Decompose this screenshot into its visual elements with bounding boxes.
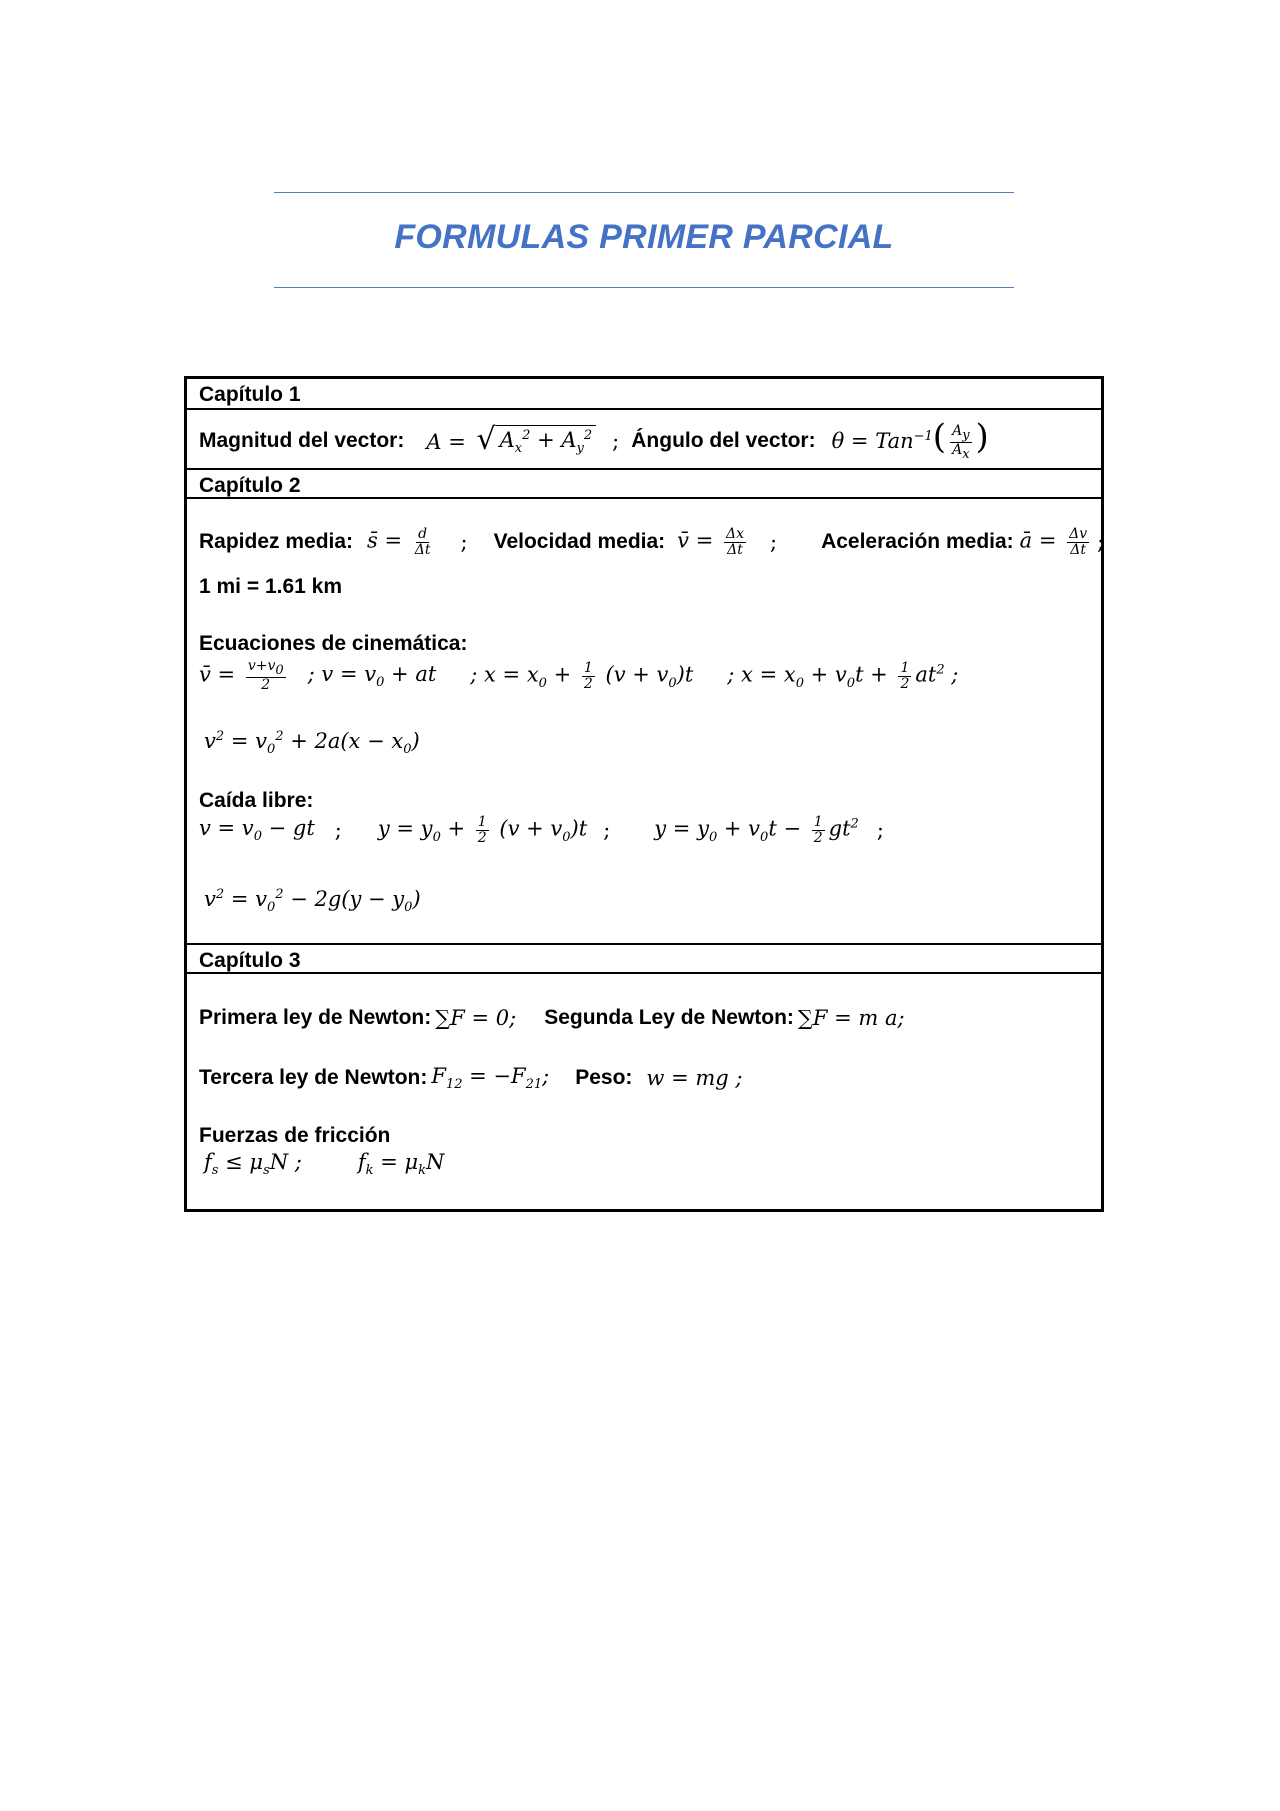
separator: ;: [1097, 530, 1105, 555]
freefall-position-formula: $y = y_0 + v_0t$ − $\frac{1}{2}$ $gt^2$: [654, 814, 859, 846]
static-friction-formula: $f_s \le \mu_sN$ ;: [204, 1150, 302, 1179]
newton1-formula: ∑F = 0;: [435, 1006, 517, 1030]
chapter-1-body: [187, 408, 1101, 468]
chapter-3-header: Capítulo 3: [187, 943, 1101, 972]
magnitude-formula: A = √ $A_x^2 + A_y^2$: [426, 425, 600, 456]
newton2-formula: ∑F = m a;: [797, 1006, 905, 1030]
chapter-2-body: [187, 497, 1105, 943]
freefall-position-avg-formula: $y = y_0$ + $\frac{1}{2}$ $(v + v_0)t$: [377, 814, 588, 846]
formula-table: [184, 376, 1104, 1212]
velocity-formula: ; $v = v_0$ + at: [307, 661, 437, 691]
separator: ;: [334, 818, 342, 843]
rapidez-label: Rapidez media:: [199, 530, 354, 554]
newton-3-line: [199, 1064, 742, 1092]
vavg-formula: v̄ = $\frac{v+v_0}{2}$: [199, 658, 284, 694]
freefall-velocity-formula: $v = v_0$ − gt: [199, 816, 315, 845]
velocidad-formula: v̄ = $\frac{\Delta x}{\Delta t}$: [677, 526, 744, 558]
aceleracion-label: Aceleración media:: [821, 530, 1014, 554]
newton3-label: Tercera ley de Newton:: [199, 1066, 428, 1090]
title-rule-top: [274, 192, 1014, 193]
velocidad-label: Velocidad media:: [493, 530, 666, 554]
rapidez-formula: s̄ = $\frac{d}{\Delta t}$: [367, 526, 431, 558]
conversion-text: 1 mi = 1.61 km: [199, 575, 343, 598]
freefall-velocity-squared-formula: $v^2 = v_0^2 - 2g(y - y_0)$: [204, 887, 421, 916]
separator: ;: [770, 530, 778, 555]
cinematica-formulas-line: [199, 659, 958, 693]
cinematica-label: Ecuaciones de cinemática:: [199, 632, 468, 655]
position-avg-formula: ; $x = x_0$ + $\frac{1}{2}$ $(v + v_0)t$: [470, 659, 694, 692]
caida-formulas-line: [199, 815, 884, 845]
vector-formulas-line: [199, 417, 989, 462]
peso-formula: w = mg ;: [646, 1066, 743, 1091]
newton3-formula: $F_{12} = -F_{21}$;: [431, 1064, 550, 1093]
angulo-label: Ángulo del vector:: [631, 428, 816, 452]
aceleracion-formula: ā = $\frac{\Delta v}{\Delta t}$: [1019, 526, 1088, 558]
separator: ;: [612, 428, 620, 453]
friccion-formulas-line: [204, 1150, 444, 1178]
chapter-2-header: Capítulo 2: [187, 468, 1101, 497]
newton2-label: Segunda Ley de Newton:: [544, 1006, 794, 1029]
kinetic-friction-formula: $f_k = \mu_kN$: [357, 1150, 445, 1179]
chapter-3-body: [187, 972, 1101, 1209]
newton-1-2-line: [199, 1006, 905, 1030]
separator: ;: [460, 530, 468, 555]
velocity-squared-formula: $v^2 = v_0^2 + 2a(x - x_0)$: [204, 729, 420, 758]
page-title: FORMULAS PRIMER PARCIAL: [394, 218, 894, 256]
friccion-label: Fuerzas de fricción: [199, 1124, 391, 1147]
newton1-label: Primera ley de Newton:: [199, 1006, 432, 1029]
peso-label: Peso:: [575, 1066, 633, 1090]
title-rule-bottom: [274, 287, 1014, 288]
media-formulas-line: [199, 527, 1104, 557]
separator: ;: [876, 818, 884, 843]
magnitud-label: Magnitud del vector:: [199, 428, 405, 452]
separator: ;: [603, 818, 611, 843]
angle-formula: θ = Tan$^{-1}$( $\frac{A_y}{A_x}$ ): [831, 417, 989, 462]
position-accel-formula: ; $x = x_0 + v_0t$ + $\frac{1}{2}$ $at^2$ ;: [727, 659, 959, 692]
caida-libre-label: Caída libre:: [199, 789, 314, 812]
chapter-1-header: Capítulo 1: [199, 383, 301, 406]
